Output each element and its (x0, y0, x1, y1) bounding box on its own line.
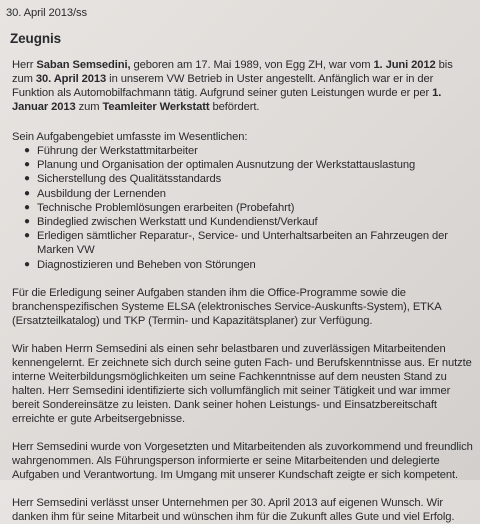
bullet-icon: ● (24, 187, 30, 199)
bullet-icon: ● (24, 201, 30, 213)
promotion-date: 1. Januar 2013 (12, 87, 442, 113)
closing-paragraph: Herr Semsedini verlässt unser Unternehmen per 30. April 2013 auf eigenen Wunsch. Wir danken ihm für seine Mitarbeit und wünschen ihm für die Zukunft alles Gute und viel Erfolg. (12, 496, 455, 523)
bullet-icon: ● (24, 145, 30, 156)
software-paragraph: Für die Erledigung seiner Aufgaben standen ihm die Office-Programme sowie die branchenspezifischen Systeme ELSA (elektronisches Service-Auskunfts-System), ETKA (Ersatzteilkatalog) und TKP (Termin- und Kapazitätsplaner) zur Verfügung. (12, 286, 442, 327)
list-item: ● Planung und Organisation der optimalen Ausnutzung der Werkstattauslastung (24, 159, 416, 172)
end-date: 30. April 2013 (35, 73, 107, 85)
bullet-icon: ● (24, 258, 30, 270)
list-item: ● Sicherstellung des Qualitätsstandards (24, 173, 222, 186)
bullet-icon: ● (24, 159, 30, 171)
intro-paragraph (12, 58, 474, 114)
intro-text-5: zum (75, 101, 103, 113)
bullet-icon: ● (24, 216, 30, 228)
date-line: 30. April 2013/ss (6, 7, 88, 19)
task-list (6, 144, 480, 272)
intro-text-4: in unserem VW Betrieb in Uster angestellt. Anfänglich war er in der Funktion als Automobilfachmann tätig. Aufgrund seiner guten Leistungen wurde er per (12, 73, 434, 99)
tasks-heading: Sein Aufgabengebiet umfasste im Wesentlichen: (12, 131, 248, 143)
assessment-paragraph: Wir haben Herrn Semsedini als einen sehr belastbaren und zuverlässigen Mitarbeitenden kennengelernt. Er zeichnete sich durch seine guten Fach- und Berufskenntnisse aus. Er nutzte interne Weiterbildungsmöglichkeiten um seine Fachkenntnisse auf dem neusten Stand zu halten. Herr Semsedini identifizierte sich vollumfänglich mit seiner Tätigkeit und war immer bereit Sondereinsätze zu leisten. Dank seiner hohen Leistungs- und Einsatzbereitschaft erreichte er gute Arbeitsergebnisse. (12, 342, 472, 425)
list-item: ● Diagnostizieren und Beheben von Störungen (24, 258, 256, 271)
promotion-role: Teamleiter Werkstatt (102, 101, 210, 113)
bullet-icon: ● (24, 173, 30, 185)
behavior-paragraph: Herr Semsedini wurde von Vorgesetzten und Mitarbeitenden als zuvorkommend und freundlich wahrgenommen. Als Führungsperson informierte er seine Mitarbeitenden und delegierte Aufgaben und Verantwortung. Im Umgang mit unserer Kundschaft zeigte er sich kompetent. (12, 440, 473, 481)
employee-name: Saban Semsedini, (36, 59, 131, 71)
intro-text-2: geboren am 17. Mai 1989, von Egg ZH, war vom (130, 59, 374, 71)
bullet-icon: ● (24, 230, 30, 242)
intro-text-3: bis zum (12, 59, 453, 85)
list-item: ● Führung der Werkstattmitarbeiter (24, 145, 198, 157)
start-date: 1. Juni 2012 (373, 59, 436, 71)
intro-text-6: befördert. (209, 101, 260, 113)
intro-text-1: Herr (12, 59, 37, 71)
list-item: ● Technische Problemlösungen erarbeiten (Probefahrt) (24, 201, 295, 214)
list-item: ● Bindeglied zwischen Werkstatt und Kundendienst/Verkauf (24, 216, 318, 229)
document-title: Zeugnis (10, 31, 62, 46)
list-item: ● Erledigen sämtlicher Reparatur-, Service- und Unterhaltsarbeiten an Fahrzeugen der Marken VW (24, 230, 448, 257)
list-item: ● Ausbildung der Lernenden (24, 187, 166, 200)
